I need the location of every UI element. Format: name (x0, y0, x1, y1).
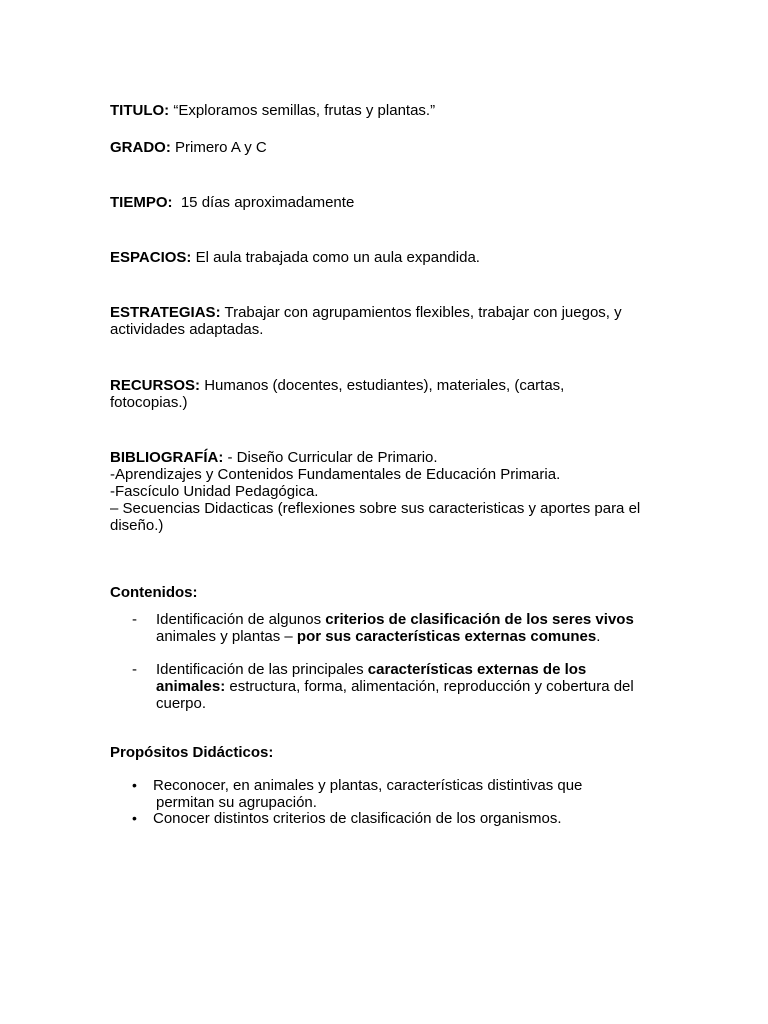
estrategias-field (110, 304, 670, 338)
bibliografia-label: BIBLIOGRAFÍA: (110, 449, 224, 466)
dash-marker: - (132, 611, 137, 628)
espacios-label: ESPACIOS: (110, 249, 192, 266)
bibliografia-line-1: - Diseño Curricular de Primario. (227, 449, 438, 466)
grado-value: Primero A y C (175, 139, 267, 156)
titulo-field (110, 102, 670, 119)
contenidos-item-1-text-2: animales y plantas – (156, 628, 297, 645)
recursos-label: RECURSOS: (110, 377, 201, 394)
tiempo-label: TIEMPO: (110, 194, 173, 211)
propositos-item-1-line-2: permitan su agrupación. (156, 794, 317, 811)
recursos-line-2: fotocopias.) (110, 394, 188, 411)
contenidos-item-1-bold: criterios de clasificación de los seres vivos (325, 611, 634, 628)
bibliografia-line-4: – Secuencias Didacticas (reflexiones sobre sus caracteristicas y aportes para el (110, 500, 641, 517)
recursos-line-1: Humanos (docentes, estudiantes), materiales, (cartas, (204, 377, 565, 394)
contenidos-item-1-bold-2: por sus características externas comunes (296, 628, 597, 645)
contenidos-item-1-text: Identificación de algunos (156, 611, 326, 628)
espacios-field (110, 249, 670, 266)
contenidos-item-2-bold: características externas de los (367, 661, 587, 678)
estrategias-line-2: actividades adaptadas. (110, 321, 264, 338)
bullet-marker: • (132, 777, 137, 793)
titulo-label: TITULO: (110, 102, 170, 119)
grado-field (110, 139, 670, 156)
dash-marker: - (132, 661, 137, 678)
grado-label: GRADO: (110, 139, 171, 156)
tiempo-value: 15 días aproximadamente (180, 194, 355, 211)
bibliografia-line-3: -Fascículo Unidad Pedagógica. (110, 483, 319, 500)
propositos-item-2-line-1: Conocer distintos criterios de clasificación de los organismos. (153, 810, 562, 827)
estrategias-label: ESTRATEGIAS: (110, 304, 221, 321)
propositos-heading: Propósitos Didácticos: (110, 744, 274, 761)
contenidos-item-2-bold-2: animales: (156, 678, 226, 695)
contenidos-item-2-text-2: estructura, forma, alimentación, reproducción y cobertura del (225, 678, 634, 695)
bibliografia-line-2: -Aprendizajes y Contenidos Fundamentales de Educación Primaria. (110, 466, 561, 483)
bibliografia-line-5: diseño.) (110, 517, 164, 534)
recursos-field (110, 377, 670, 411)
contenidos-item-2-text: Identificación de las principales (156, 661, 368, 678)
titulo-value: “Exploramos semillas, frutas y plantas.” (173, 102, 436, 119)
bibliografia-field (110, 449, 700, 534)
tiempo-field (110, 194, 670, 211)
contenidos-item-2-text-3: cuerpo. (156, 695, 207, 712)
propositos-item-1-line-1: Reconocer, en animales y plantas, características distintivas que (153, 777, 583, 794)
contenidos-heading: Contenidos: (110, 584, 198, 601)
espacios-value: El aula trabajada como un aula expandida. (195, 249, 480, 266)
bullet-marker: • (132, 810, 137, 826)
contenidos-item-1-text-3: . (596, 628, 601, 645)
estrategias-line-1: Trabajar con agrupamientos flexibles, trabajar con juegos, y (224, 304, 622, 321)
